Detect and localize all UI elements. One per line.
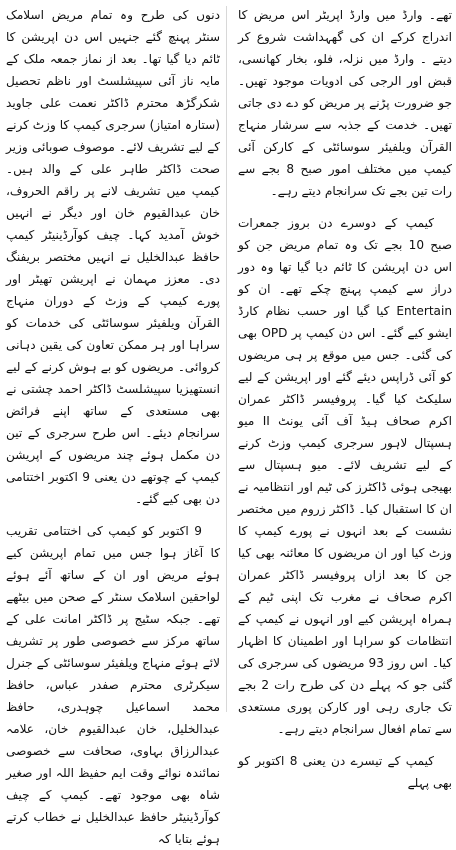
paragraph-right-3: کیمپ کے تیسرے دن یعنی 8 اکتوبر کو بھی پہلے [238,754,452,790]
paragraph-left-2: 9 اکتوبر کو کیمپ کی اختتامی تقریب کا آغاز ہوا جس میں تمام اپریشن کیے ہوئے مریض اور ان کے ساتھ آئے ہوئے لواحقین اسلامک سنٹر کے صحن میں بیٹھے تھے۔ جبکہ سٹیج پر ڈاکٹر امانت علی کے ساتھ مرکز سے خصوصی طور پر تشریف لائے ہوئے منہاج ویلفیئر سوسائٹی کے جنرل سیکرٹری محترم صفدر عباس، حافظ محمد اسماعیل چوہدری، حافظ عبدالخلیل، خان عبدالقیوم خان، علامہ عبدالرزاق بہاوی، صحافت سے خصوصی نمائندہ نوائے وقت ایم حفیظ اللہ اور صغیر شاہ بھی موجود تھے۔ کیمپ کے چیف کوآرڈینیٹر حافظ عبدالخلیل نے خطاب کرتے ہوئے بتایا کہ [6,524,220,846]
paragraph-right-2: کیمپ کے دوسرے دن بروز جمعرات صبح 10 بجے تک وہ تمام مریض جن کو اس دن اپریشن کا ٹائم دیا گیا تھا وہ دور دراز سے کیمپ پہنچ چکے تھے۔ ان کو Entertain کیا گیا اور حسب نظام کارڈ ایشو کیے گئے۔ اس دن کیمپ پر OPD بھی کی گئی۔ جس میں موقع پر ہی مریضوں کو آئی ڈراپس دیئے گئے اور اپریشن کے لیے سلیکٹ کیا گیا۔ پروفیسر ڈاکٹر عمران اکرم صحاف ہیڈ آف آئی یونٹ II میو ہسپتال لاہور سرجری کیمپ وزٹ کرنے کے لیے تشریف لائے۔ میو ہسپتال سے بھیجی ہوئی ڈاکٹرز کی ٹیم اور انتظامیہ نے ان کا استقبال کیا۔ ڈاکٹر زروم میں مختصر نشست کے بعد انہوں نے پورے کیمپ کا وزٹ کیا اور ان مریضوں کا معائنہ بھی کیا جن کا بعد ازاں پروفیسر ڈاکٹر عمران اکرم صحاف نے مغرب تک اپنی ٹیم کے ہمراہ اپریشن کیے اور انہوں نے کیمپ کے انتظامات کو سراہا اور اطمینان کا اظہار کیا۔ اس روز 93 مریضوں کی سرجری کی گئی جو کہ پہلے دن کی طرح رات 2 بجے تک جاری رہی اور کارکن پوری مستعدی سے تمام افعال سرانجام دیتے رہے۔ [238,216,452,736]
article-column-left [6,4,220,846]
column-divider [226,6,227,712]
paragraph-right-1: تھے۔ وارڈ میں وارڈ اپریٹر اس مریض کا اندراج کرکے ان کی گھہداشت شروع کر دیتے ۔ وارڈ میں نزلہ، فلو، بخار کھانسی، قبض اور الرجی کی ادویات موجود تھیں۔ جو ضرورت پڑنے پر مریض کو دے دی جاتی تھیں۔ خدمت کے جذبہ سے سرشار منہاج القرآن ویلفیئر سوسائٹی کے کارکن آئی کیمپ میں مختلف امور صبح 8 بجے سے رات تین بجے تک سرانجام دیتے رہے۔ [238,8,453,198]
article-column-right [238,4,453,790]
paragraph-left-1: دنوں کی طرح وہ تمام مریض اسلامک سنٹر پہنچ گئے جنہیں اس دن اپریشن کا ٹائم دیا گیا تھا۔ بعد از نماز جمعہ ملک کے مایہ ناز آئی سپیشلسٹ اور ناظم تحصیل شکرگڑھ محترم ڈاکٹر نعمت علی جاوید (ستارہ امتیاز) سرجری کیمپ کا وزٹ کرنے کے لیے تشریف لائے۔ موصوف صوبائی وزیر صحت ڈاکٹر طاہر علی کے والد ہیں۔ کیمپ میں تشریف لانے پر راقم الحروف، خان عبدالقیوم خان اور دیگر نے انہیں خوش آمدید کہا۔ چیف کوآرڈینیٹر کیمپ حافظ عبدالخلیل نے انہیں مختصر بریفنگ دی۔ معزز مہمان نے اپریشن تھیٹر اور پورے کیمپ کے وزٹ کے دوران منہاج القرآن ویلفیئر سوسائٹی کی خدمات کو سراہا اور ہر ممکن تعاون کی یقین دہانی کروائی۔ مریضوں کو بے ہوش کرنے کے لیے انستھیزیا سپیشلسٹ ڈاکٹر احمد چشتی نے بھی مستعدی کے ساتھ اپنے فرائض سرانجام دیئے۔ اس طرح سرجری کے تین دن مکمل ہوئے چند مریضوں کے اپریشن کیمپ کے چوتھے دن یعنی 9 اکتوبر اختتامی دن بھی کیے گئے۔ [6,8,220,506]
